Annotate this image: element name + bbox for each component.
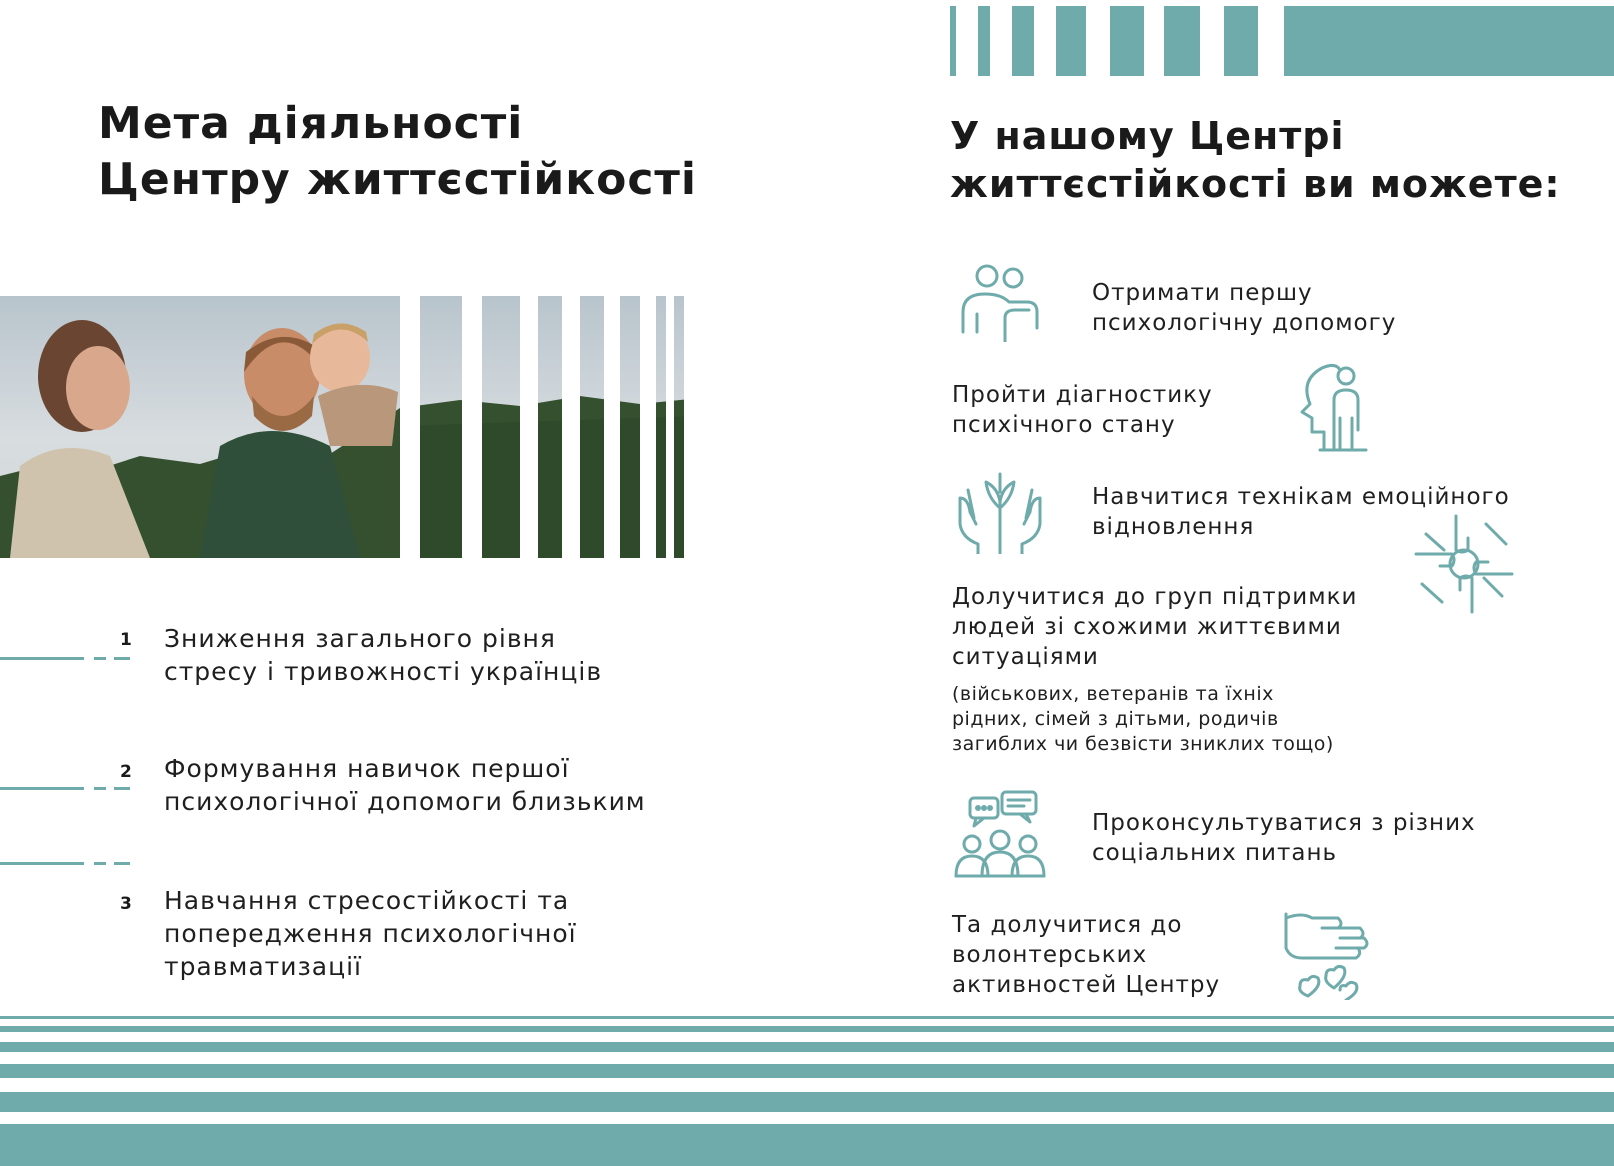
title-right-line2: життєстійкості ви можете: [950, 162, 1561, 206]
service-4-line1: Долучитися до груп підтримки [952, 584, 1358, 610]
bottom-stripe-6 [0, 1124, 1614, 1166]
goal-3-text [164, 884, 577, 983]
family-photo [0, 296, 700, 558]
goal-2-dash2 [114, 787, 130, 790]
goal-3-line1: Навчання стресостійкості та [164, 886, 570, 915]
goal-2-dash [94, 787, 106, 790]
goal-3-dash [94, 862, 106, 865]
service-2-line2: психічного стану [952, 412, 1176, 438]
goal-3-line3: травматизації [164, 952, 362, 981]
goal-2-line1: Формування навичок першої [164, 754, 570, 783]
goal-1-line1: Зниження загального рівня [164, 624, 556, 653]
goal-3-dash2 [114, 862, 130, 865]
service-5-text [1092, 808, 1476, 868]
service-6-text [952, 910, 1220, 1000]
service-3-line1: Навчитися технікам емоційного [1092, 484, 1510, 510]
goal-2-line2: психологічної допомоги близьким [164, 787, 646, 816]
top-decorative-stripes [950, 6, 1614, 76]
bottom-stripe-1 [0, 1016, 1614, 1019]
service-5-line1: Проконсультуватися з різних [1092, 810, 1476, 836]
goal-1-line [0, 657, 84, 660]
hands-circle-icon [1412, 514, 1516, 614]
service-5-line2: соціальних питань [1092, 840, 1338, 866]
hands-plant-icon [952, 468, 1048, 554]
hand-hearts-icon [1282, 904, 1374, 1000]
service-4-note3: загиблих чи безвісти зниклих тощо) [952, 733, 1334, 755]
bottom-stripe-3 [0, 1042, 1614, 1052]
service-1-line1: Отримати першу [1092, 280, 1313, 306]
goal-2-number: 2 [120, 762, 132, 782]
service-4-line2: людей зі схожими життєвими [952, 614, 1342, 640]
bottom-stripe-5 [0, 1092, 1614, 1112]
service-2-text [952, 380, 1213, 440]
service-6-line3: активностей Центру [952, 972, 1221, 998]
goal-1-dash [94, 657, 106, 660]
title-right-line1: У нашому Центрі [950, 114, 1345, 158]
goal-1-number: 1 [120, 630, 132, 650]
goal-3-number: 3 [120, 894, 132, 914]
goal-1-line2: стресу і тривожності українців [164, 657, 603, 686]
service-6-line1: Та долучитися до [952, 912, 1183, 938]
title-left-line2: Центру життєстійкості [98, 154, 698, 205]
service-2-line1: Пройти діагностику [952, 382, 1213, 408]
service-4-note2: рідних, сімей з дітьми, родичів [952, 708, 1279, 730]
service-3-line2: відновлення [1092, 514, 1255, 540]
goal-3-line [0, 862, 84, 865]
goal-1-text [164, 622, 602, 688]
group-chat-icon [952, 790, 1048, 882]
goal-2-text [164, 752, 646, 818]
service-6-line2: волонтерських [952, 942, 1148, 968]
goal-3-line2: попередження психологічної [164, 919, 577, 948]
page-title-right [950, 112, 1561, 208]
title-left-line1: Мета діяльності [98, 98, 524, 149]
service-4-line3: ситуаціями [952, 644, 1099, 670]
page-title-left [98, 96, 697, 208]
bottom-stripe-2 [0, 1026, 1614, 1032]
service-4-note1: (військових, ветеранів та їхніх [952, 683, 1274, 705]
goal-1-dash2 [114, 657, 130, 660]
service-4-note [952, 682, 1334, 757]
service-1-line2: психологічну допомогу [1092, 310, 1397, 336]
head-diagnostics-icon [1294, 360, 1370, 452]
service-4-text [952, 582, 1357, 672]
people-support-icon [955, 262, 1045, 342]
service-1-text [1092, 278, 1396, 338]
bottom-stripe-4 [0, 1064, 1614, 1078]
goal-2-line [0, 787, 84, 790]
